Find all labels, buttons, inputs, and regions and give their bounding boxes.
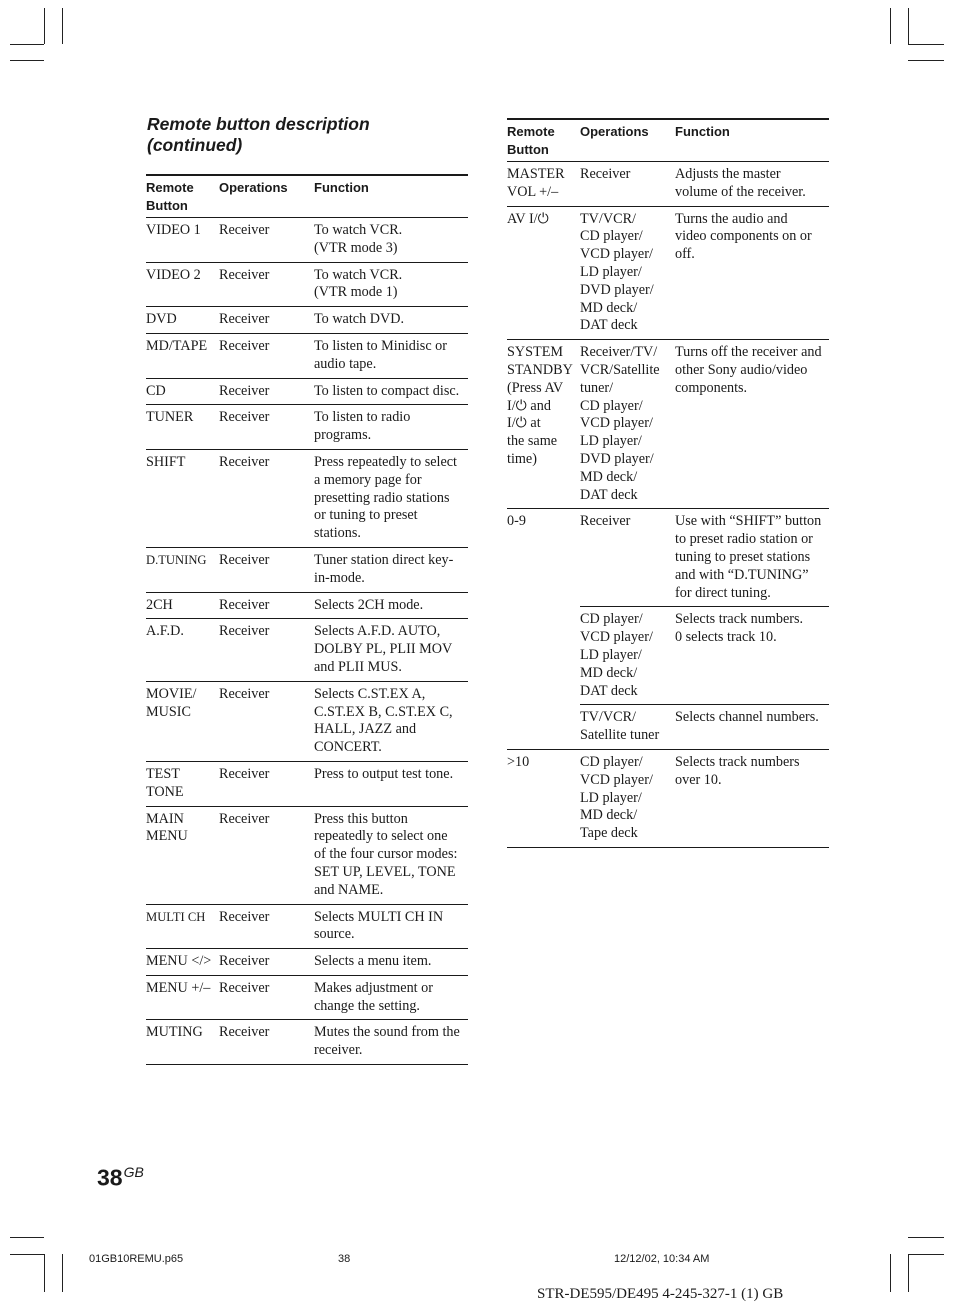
operations-cell: Receiver: [219, 1020, 314, 1065]
function-cell: Press to output test tone.: [314, 761, 468, 806]
button-cell: MUTING: [146, 1020, 219, 1065]
operations-cell: Receiver: [219, 592, 314, 619]
button-cell: MASTER VOL +/–: [507, 162, 580, 207]
button-cell: MENU +/–: [146, 975, 219, 1020]
header-remote-button: Remote Button: [146, 175, 219, 218]
crop-mark: [908, 1254, 944, 1255]
table-header-row: [146, 175, 468, 218]
table-row: [507, 705, 829, 750]
function-cell: To listen to Minidisc or audio tape.: [314, 333, 468, 378]
header-function: Function: [314, 175, 468, 218]
table-row: [146, 592, 468, 619]
operations-cell: Receiver: [219, 307, 314, 334]
table-row: [146, 262, 468, 307]
button-cell: MULTI CH: [146, 904, 219, 949]
function-cell: Press this button repeatedly to select one of the four cursor modes: SET UP, LEVEL, TONE and NAME.: [314, 806, 468, 904]
button-cell: D.TUNING: [146, 547, 219, 592]
remote-button-table-left: [146, 174, 468, 1065]
operations-cell: Receiver: [219, 218, 314, 263]
button-cell: SHIFT: [146, 449, 219, 547]
page-number-suffix: GB: [123, 1164, 144, 1180]
function-cell: Selects MULTI CH IN source.: [314, 904, 468, 949]
table-row: [146, 761, 468, 806]
function-cell: Makes adjustment or change the setting.: [314, 975, 468, 1020]
table-row: [146, 975, 468, 1020]
operations-cell: Receiver: [219, 949, 314, 976]
table-row: [146, 378, 468, 405]
header-operations: Operations: [580, 119, 675, 162]
operations-cell: Receiver: [219, 681, 314, 761]
table-row: [146, 681, 468, 761]
function-cell: To watch VCR. (VTR mode 3): [314, 218, 468, 263]
crop-mark: [10, 44, 44, 45]
operations-cell: CD player/ VCD player/ LD player/ MD deck/ DAT deck: [580, 607, 675, 705]
button-cell: TUNER: [146, 405, 219, 450]
function-cell: Press repeatedly to select a memory page for presetting radio stations or tuning to preset stations.: [314, 449, 468, 547]
crop-mark: [10, 1254, 44, 1255]
table-row: [146, 405, 468, 450]
crop-mark: [890, 1254, 891, 1292]
button-cell: >10: [507, 749, 580, 847]
table-row: [146, 218, 468, 263]
crop-mark: [10, 1237, 44, 1238]
button-cell: VIDEO 2: [146, 262, 219, 307]
operations-cell: TV/VCR/ Satellite tuner: [580, 705, 675, 750]
function-cell: Selects C.ST.EX A, C.ST.EX B, C.ST.EX C, HALL, JAZZ and CONCERT.: [314, 681, 468, 761]
button-cell: MOVIE/ MUSIC: [146, 681, 219, 761]
crop-mark: [908, 60, 944, 61]
operations-cell: Receiver: [219, 405, 314, 450]
function-cell: Use with “SHIFT” button to preset radio station or tuning to preset stations and with “D.TUNING” for direct tuning.: [675, 509, 829, 607]
button-cell: [507, 705, 580, 750]
footer-filename: 01GB10REMU.p65: [89, 1253, 184, 1265]
operations-cell: TV/VCR/ CD player/ VCD player/ LD player/ DVD player/ MD deck/ DAT deck: [580, 206, 675, 340]
table-row: [146, 1020, 468, 1065]
table-row: [507, 206, 829, 340]
crop-mark: [908, 1237, 944, 1238]
table-header-row: [507, 119, 829, 162]
function-cell: To watch DVD.: [314, 307, 468, 334]
table-row: [507, 607, 829, 705]
operations-cell: Receiver: [219, 619, 314, 681]
button-cell: MENU </>: [146, 949, 219, 976]
section-title: Remote button description (continued): [147, 114, 370, 155]
operations-cell: Receiver: [219, 333, 314, 378]
operations-cell: CD player/ VCD player/ LD player/ MD deck/ Tape deck: [580, 749, 675, 847]
footer-page: 38: [338, 1253, 351, 1265]
operations-cell: Receiver: [219, 904, 314, 949]
crop-mark: [62, 1254, 63, 1292]
page-number: [97, 1164, 144, 1192]
button-cell: 0-9: [507, 513, 526, 530]
table-row: [146, 949, 468, 976]
crop-mark: [908, 8, 909, 44]
operations-cell: Receiver: [219, 378, 314, 405]
function-cell: Adjusts the master volume of the receiver.: [675, 162, 829, 207]
header-operations: Operations: [219, 175, 314, 218]
operations-cell: Receiver: [219, 806, 314, 904]
table-row: [507, 509, 829, 607]
button-cell: MD/TAPE: [146, 333, 219, 378]
header-function: Function: [675, 119, 829, 162]
function-cell: Selects track numbers over 10.: [675, 749, 829, 847]
function-cell: Selects A.F.D. AUTO, DOLBY PL, PLII MOV and PLII MUS.: [314, 619, 468, 681]
function-cell: Mutes the sound from the receiver.: [314, 1020, 468, 1065]
crop-mark: [44, 8, 45, 44]
operations-cell: Receiver: [219, 761, 314, 806]
operations-cell: Receiver/TV/ VCR/Satellite tuner/ CD player/ VCD player/ LD player/ DVD player/ MD deck/ DAT deck: [580, 340, 675, 509]
header-remote-button: Remote Button: [507, 119, 580, 162]
crop-mark: [10, 60, 44, 61]
function-cell: Selects channel numbers.: [675, 705, 829, 750]
button-cell: 2CH: [146, 592, 219, 619]
function-cell: Tuner station direct key- in-mode.: [314, 547, 468, 592]
function-cell: To listen to radio programs.: [314, 405, 468, 450]
button-cell: VIDEO 1: [146, 218, 219, 263]
operations-cell: Receiver: [219, 449, 314, 547]
footer-model-code: STR-DE595/DE495 4-245-327-1 (1) GB: [537, 1286, 784, 1302]
button-cell: SYSTEM STANDBY (Press AV I/⏻ and I/⏻ at the same time): [507, 340, 580, 509]
table-row: [146, 904, 468, 949]
crop-mark: [44, 1254, 45, 1292]
table-row: [146, 333, 468, 378]
crop-mark: [908, 1254, 909, 1292]
button-cell: CD: [146, 378, 219, 405]
function-cell: To watch VCR. (VTR mode 1): [314, 262, 468, 307]
table-row: [507, 749, 829, 847]
crop-mark: [908, 44, 944, 45]
operations-cell: Receiver: [580, 162, 675, 207]
function-cell: Selects track numbers. 0 selects track 10.: [675, 607, 829, 705]
function-cell: Selects 2CH mode.: [314, 592, 468, 619]
function-cell: Turns the audio and video components on or off.: [675, 206, 829, 340]
table-row: [146, 307, 468, 334]
button-cell: MAIN MENU: [146, 806, 219, 904]
operations-cell: Receiver: [580, 509, 675, 607]
function-cell: Selects a menu item.: [314, 949, 468, 976]
operations-cell: Receiver: [219, 262, 314, 307]
remote-button-table-right: [507, 118, 829, 848]
table-row: [507, 340, 829, 509]
table-row: [146, 449, 468, 547]
operations-cell: Receiver: [219, 975, 314, 1020]
footer-datetime: 12/12/02, 10:34 AM: [614, 1253, 710, 1265]
button-cell: [507, 607, 580, 705]
button-cell: TEST TONE: [146, 761, 219, 806]
table-row: [146, 806, 468, 904]
crop-mark: [890, 8, 891, 44]
button-cell: AV I/⏻: [507, 206, 580, 340]
crop-mark: [62, 8, 63, 44]
button-cell: DVD: [146, 307, 219, 334]
table-row: [146, 619, 468, 681]
page-number-value: 38: [97, 1164, 123, 1191]
table-row: [507, 162, 829, 207]
operations-cell: Receiver: [219, 547, 314, 592]
function-cell: To listen to compact disc.: [314, 378, 468, 405]
function-cell: Turns off the receiver and other Sony audio/video components.: [675, 340, 829, 509]
table-row: [146, 547, 468, 592]
button-cell: A.F.D.: [146, 619, 219, 681]
